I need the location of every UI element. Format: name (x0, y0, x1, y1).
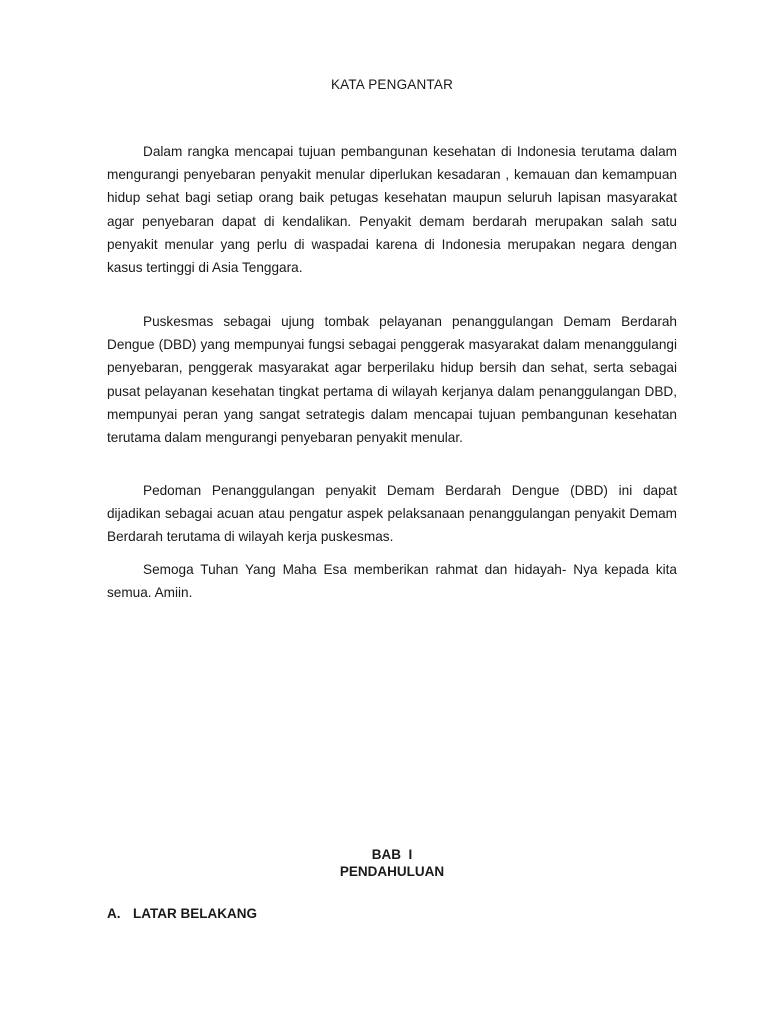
chapter-number: BAB I (371, 847, 413, 862)
section-heading (107, 906, 257, 921)
section-title: LATAR BELAKANG (133, 906, 257, 921)
paragraph-text: Pedoman Penanggulangan penyakit Demam Berdarah Dengue (DBD) ini dapat dijadikan sebagai acuan atau pengatur aspek pelaksanaan penanggulangan penyakit Demam Berdarah terutama di wilayah kerja puskesmas. (107, 483, 677, 545)
paragraph-intro (107, 140, 677, 279)
chapter-title: PENDAHULUAN (339, 864, 445, 879)
paragraph-text: Puskesmas sebagai ujung tombak pelayanan penanggulangan Demam Berdarah Dengue (DBD) yang mempunyai fungsi sebagai penggerak masyarakat dalam menanggulangi penyebaran, penggerak masyarakat agar berperilaku hidup bersih dan sehat, serta sebagai pusat pelayanan kesehatan tingkat pertama di wilayah kerjanya dalam penanggulangan DBD, mempunyai peran yang sangat setrategis dalam mencapai tujuan pembangunan kesehatan terutama dalam mengurangi penyebaran penyakit menular. (107, 314, 677, 446)
paragraph-text: Semoga Tuhan Yang Maha Esa memberikan rahmat dan hidayah- Nya kepada kita semua. Amiin. (107, 562, 677, 601)
paragraph-closing (107, 558, 677, 604)
paragraph-pedoman (107, 479, 677, 549)
section-number: A. (107, 906, 121, 921)
paragraph-puskesmas (107, 310, 677, 449)
chapter-heading (0, 846, 768, 880)
page-title: KATA PENGANTAR (330, 77, 454, 92)
paragraph-text: Dalam rangka mencapai tujuan pembangunan kesehatan di Indonesia terutama dalam mengurangi penyebaran penyakit menular diperlukan kesadaran , kemauan dan kemampuan hidup sehat bagi setiap orang baik petugas kesehatan maupun seluruh lapisan masyarakat agar penyebaran dapat di kendalikan. Penyakit demam berdarah merupakan salah satu penyakit menular yang perlu di waspadai karena di Indonesia merupakan negara dengan kasus tertinggi di Asia Tenggara. (107, 144, 677, 276)
